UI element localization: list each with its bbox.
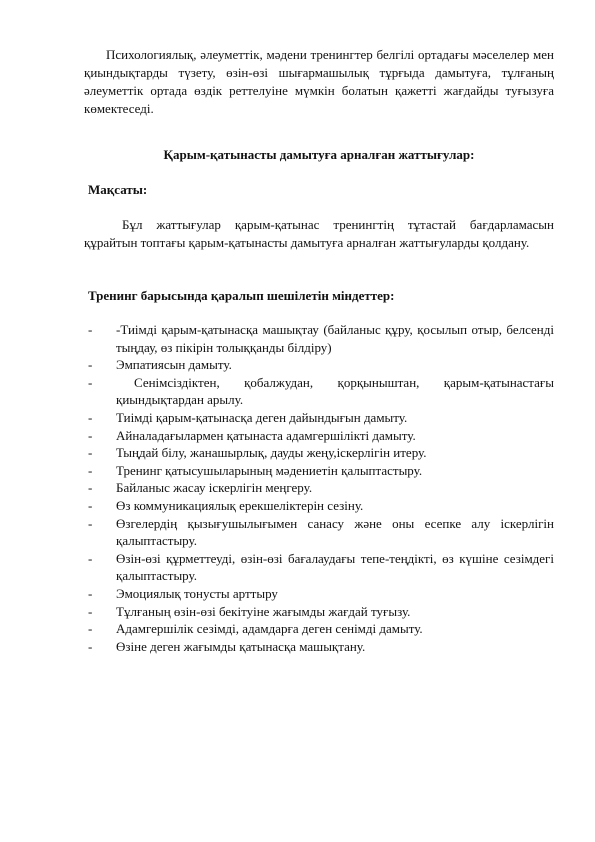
bullet-dash: -	[88, 515, 93, 531]
task-text: Эмпатиясын дамыту.	[116, 357, 232, 373]
task-text: Байланыс жасау іскерлігін меңгеру.	[116, 480, 313, 496]
task-item	[84, 515, 554, 550]
task-item	[84, 585, 554, 603]
task-item	[84, 409, 554, 427]
task-text: Өз коммуникациялық ерекшеліктерін сезіну.	[116, 497, 364, 513]
task-item	[84, 638, 554, 656]
bullet-dash: -	[88, 462, 93, 478]
task-text: Сенімсіздіктен, қобалжудан, қорқыныштан, қарым-қатынастағы қиындықтардан арылу.	[116, 374, 554, 408]
task-text: Айналадағылармен қатынаста адамгершілікті дамыту.	[116, 427, 416, 443]
task-item	[84, 427, 554, 445]
bullet-dash: -	[88, 621, 93, 637]
task-item	[84, 620, 554, 638]
bullet-dash: -	[88, 638, 93, 654]
bullet-dash: -	[88, 409, 93, 425]
section-title: Қарым-қатынасты дамытуға арналған жаттығулар:	[163, 147, 475, 162]
bullet-dash: -	[88, 480, 93, 496]
task-text: -Тиімді қарым-қатынасқа машықтау (байланыс құру, қосылып отыр, белсенді тыңдау, өз пікірін толыққанды білдіру)	[116, 322, 554, 355]
bullet-dash: -	[88, 585, 93, 601]
task-text: Тиімді қарым-қатынасқа деген дайындығын дамыту.	[116, 409, 408, 425]
bullet-dash: -	[88, 550, 93, 566]
task-item	[84, 497, 554, 515]
bullet-dash: -	[88, 497, 93, 513]
tasks-list	[84, 321, 554, 655]
task-text: Өзгелердің қызығушылығымен санасу және оны есепке алу іскерлігін қалыптастыру.	[116, 515, 554, 549]
task-item	[84, 462, 554, 480]
goal-text: Бұл жаттығулар қарым-қатынас тренингтің тұтастай бағдарламасын құрайтын топтағы қарым-қатынасты дамытуға арналған жаттығуларды қолдану.	[84, 217, 554, 250]
task-item	[84, 444, 554, 462]
bullet-dash: -	[88, 357, 93, 373]
tasks-label: Тренинг барысында қаралып шешілетін міндеттер:	[88, 288, 395, 303]
task-text: Тыңдай білу, жанашырлық, дауды жеңу,іскерлігін итеру.	[116, 445, 427, 461]
task-text: Адамгершілік сезімді, адамдарға деген сенімді дамыту.	[116, 621, 423, 637]
task-item	[84, 374, 554, 409]
bullet-dash: -	[88, 427, 93, 443]
task-item	[84, 603, 554, 621]
task-item	[84, 550, 554, 585]
task-item	[84, 479, 554, 497]
task-item	[84, 356, 554, 374]
bullet-dash: -	[88, 445, 93, 461]
task-text: Тренинг қатысушыларының мәдениетін қалыптастыру.	[116, 462, 423, 478]
bullet-dash: -	[88, 374, 93, 390]
intro-paragraph: Психологиялық, әлеуметтік, мәдени тренингтер белгілі ортадағы мәселелер мен қиындықтарды түзету, өзін-өзі шығармашылық тұрғыда дамытуға, тұлғаның әлеуметтік ортада өздік реттелуіне мүмкін болатын қажетті жағдайды туғызуға көмектеседі.	[84, 47, 554, 116]
task-item	[84, 321, 554, 356]
task-text: Өзіне деген жағымды қатынасқа машықтану.	[116, 638, 366, 654]
task-text: Эмоциялық тонусты арттыру	[116, 585, 278, 601]
bullet-dash: -	[88, 322, 93, 337]
task-text: Тұлғаның өзін-өзі бекітуіне жағымды жағдай туғызу.	[116, 603, 411, 619]
task-text: Өзін-өзі құрметтеуді, өзін-өзі бағалаудағы тепе-теңдікті, өз күшіне сезімдегі қалыптастыру.	[116, 550, 554, 584]
goal-label: Мақсаты:	[88, 182, 148, 197]
bullet-dash: -	[88, 603, 93, 619]
